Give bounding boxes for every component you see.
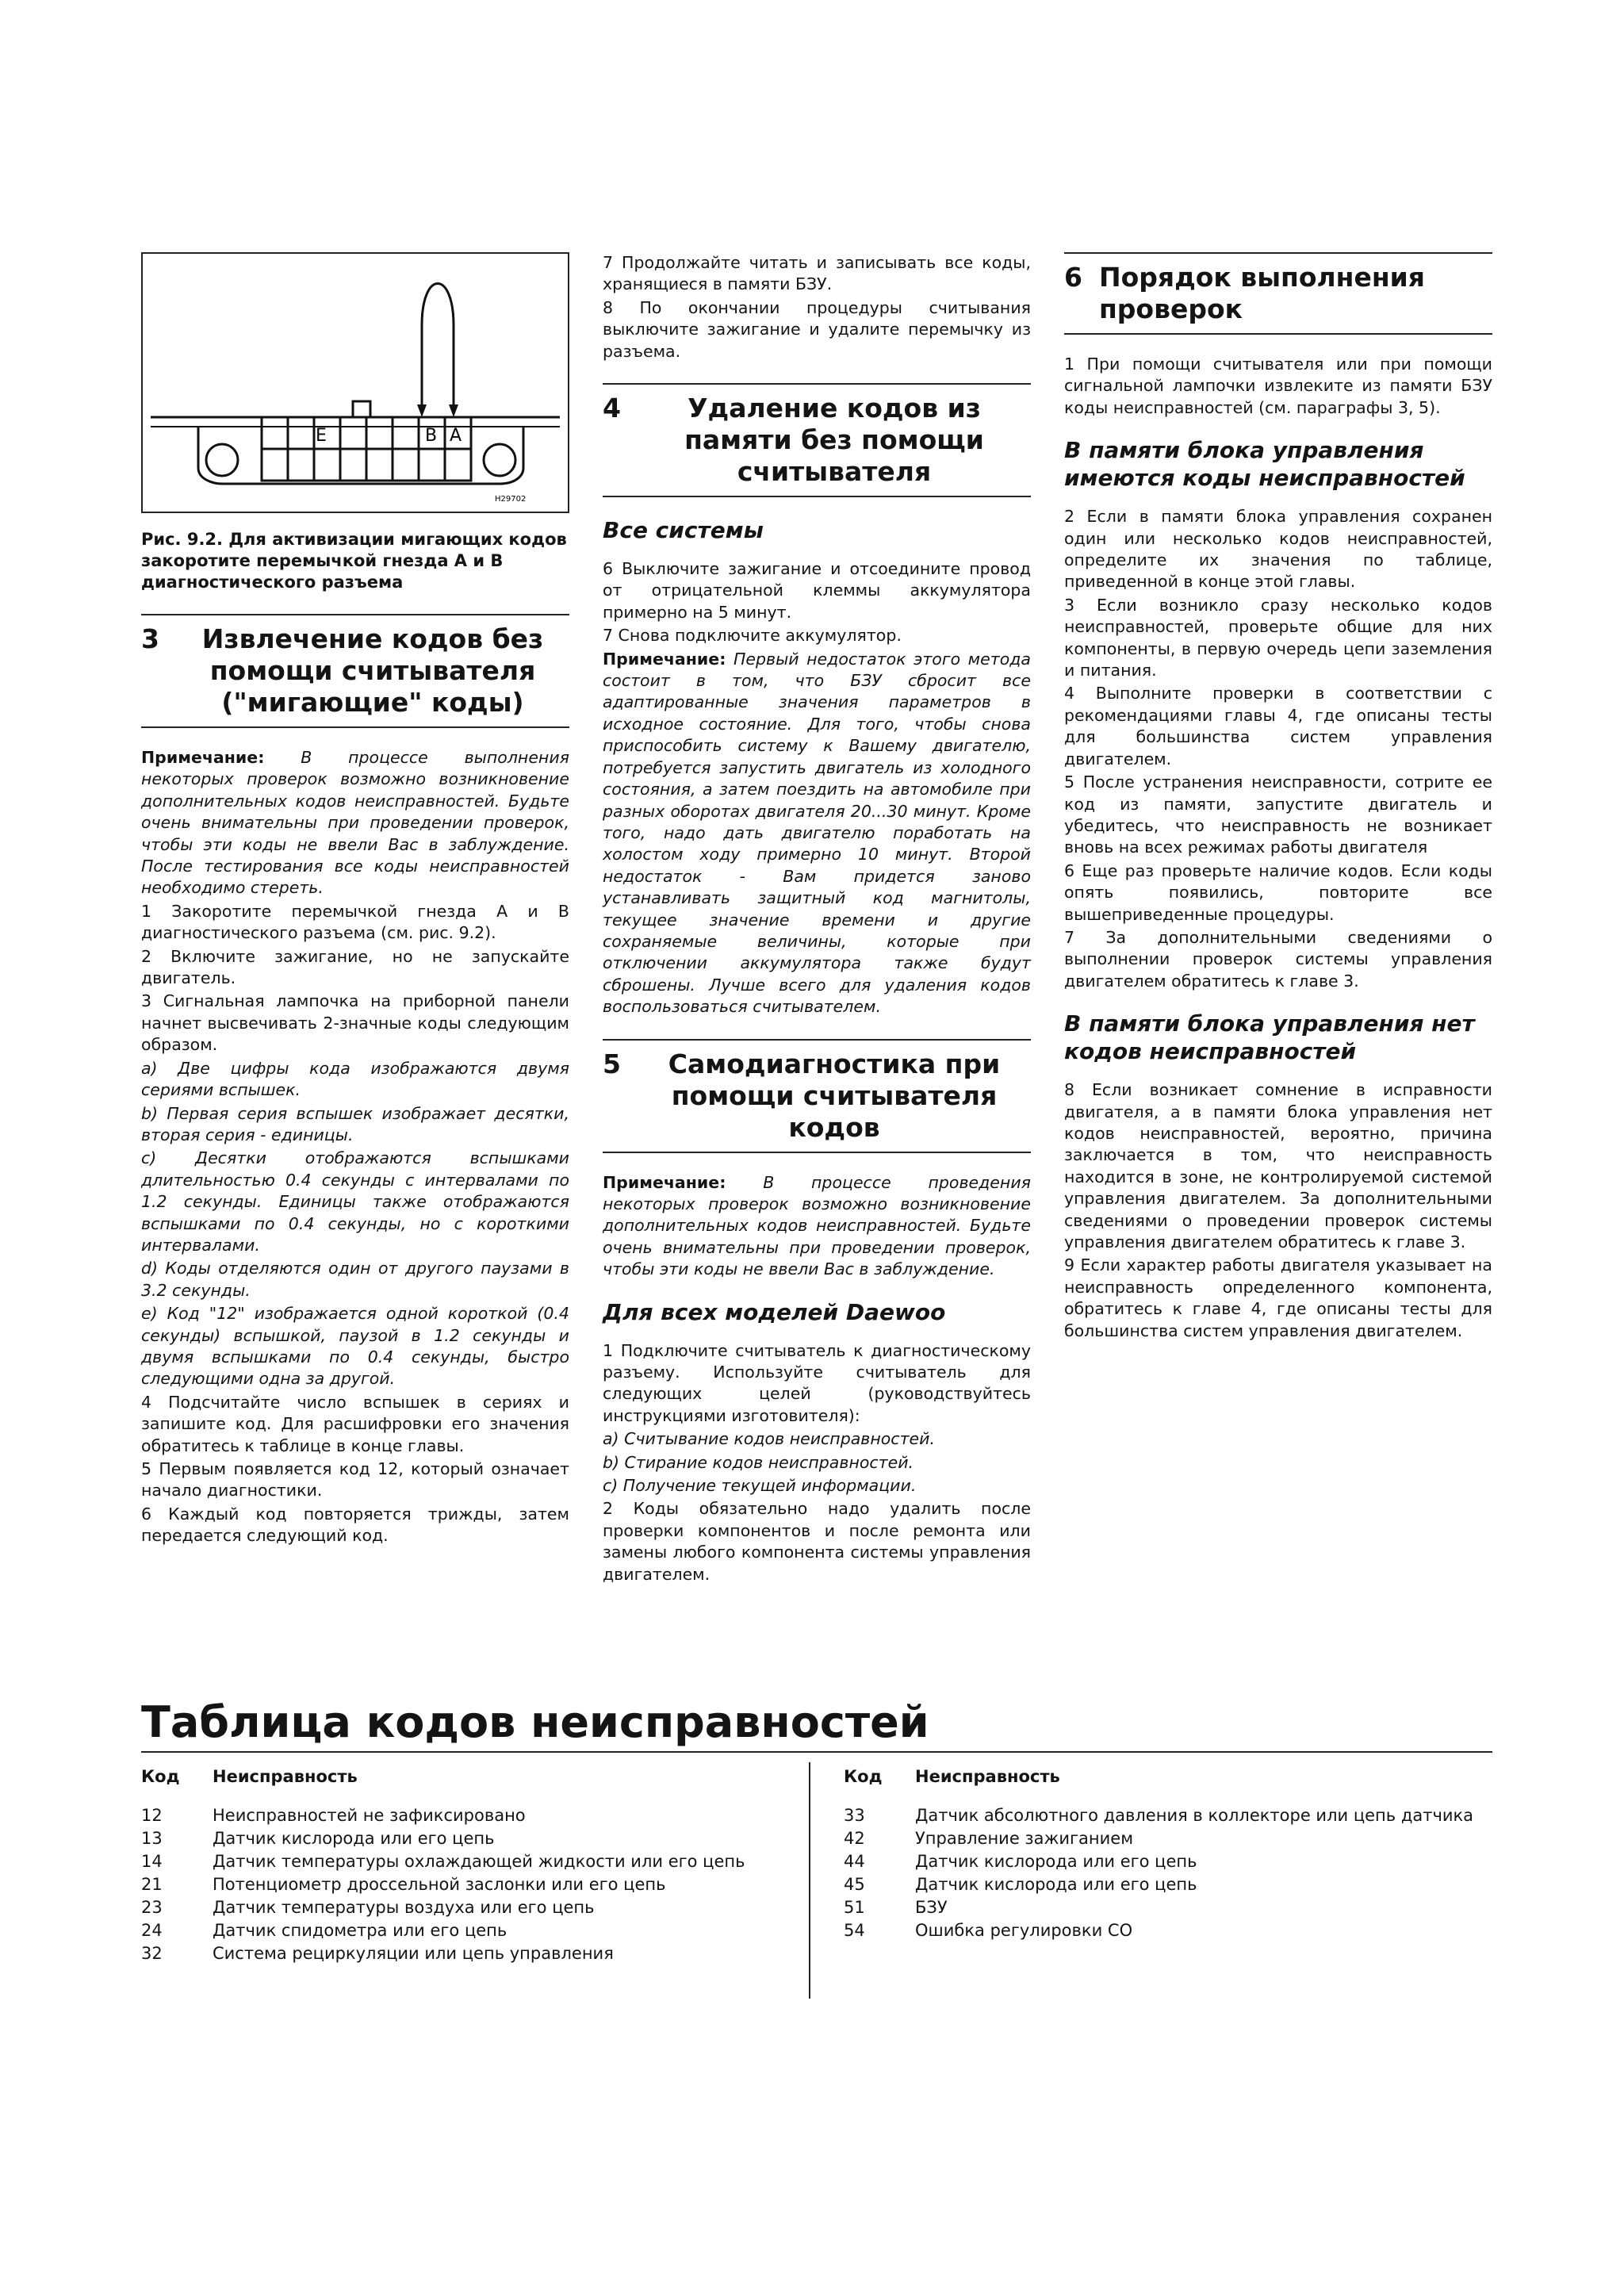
table-header [141,1765,807,1788]
table-header [844,1765,1494,1788]
pin-b-label: B [425,426,438,446]
step-3a: a) Две цифры кода изображаются двумя сериями вспышек. [141,1058,569,1100]
step-6: 6 Каждый код повторяется трижды, затем передается следующий код. [141,1504,569,1546]
row-code: 42 [844,1829,865,1848]
column-2 [603,252,1031,1587]
table-row [141,1827,807,1850]
erase-note [603,649,1031,1018]
check-step-5: 5 После устранения неисправности, сотрите ее код из памяти, запустите двигатель и убедитесь, что неисправность не возникает вновь на всех режимах работы двигателя [1064,772,1492,857]
row-text: Неисправностей не зафиксировано [213,1806,526,1825]
figure-caption: Рис. 9.2. Для активизации мигающих кодов закоротите перемычкой гнезда А и В диагностического разъема [141,530,567,592]
table-row [844,1919,1494,1942]
subheading-no-codes: В памяти блока управления нет кодов неисправностей [1064,1010,1475,1065]
table-row [844,1873,1494,1896]
check-step-6: 6 Еще раз проверьте наличие кодов. Если коды опять появились, повторите все вышеприведенные процедуры. [1064,861,1492,924]
check-step-4: 4 Выполните проверки в соответствии с рекомендациями главы 4, где описаны тесты для большинства систем управления двигателем. [1064,684,1492,769]
pin-e-label: E [316,426,327,446]
section-5-header [603,1039,1031,1153]
scanner-step-1a: a) Считывание кодов неисправностей. [603,1429,935,1449]
row-text: Управление зажиганием [915,1829,1134,1848]
table-row [844,1827,1494,1850]
check-step-2: 2 Если в памяти блока управления сохранен один или несколько кодов неисправностей, определите их значения по таблице, приведенной в конце этой главы. [1064,507,1492,592]
row-code: 21 [141,1875,163,1894]
fault-table-title: Таблица кодов неисправностей [141,1697,1492,1753]
section-6-title: Порядок выполнения проверок [1099,262,1425,324]
section-3-title: Извлечение кодов без помощи считывателя ("мигающие" коды) [201,623,544,718]
erase-note-text: Первый недостаток этого метода состоит в том, что БЗУ сбросит все адаптированные значения параметров в исходное состояние. Для того, чтобы снова приспособить систему к Вашему двигателю, потребуется запустить двигатель из холодного состояния, а затем поездить на автомобиле при разных оборотах двигателя 20...30 минут. Кроме того, надо дать двигателю поработать на холостом ходу примерно 10 минут. Второй недостаток - Вам придется заново устанавливать защитный код магнитолы, текущее значение времени и другие сохраняемые величины, которые при отключении аккумулятора также будут сброшены. Лучше всего для удаления кодов воспользоваться считывателем. [603,649,1031,1017]
section-6-header [1064,252,1492,335]
pin-a-label: A [450,426,462,446]
section-4-header [603,383,1031,497]
row-code: 44 [844,1852,865,1871]
subheading-all-systems: Все системы [603,517,764,544]
section-3-number: 3 [141,623,159,654]
scanner-note-lead: Примечание: [603,1172,726,1192]
table-row [844,1804,1494,1827]
row-text: Датчик спидометра или его цепь [213,1921,508,1940]
table-row [141,1873,807,1896]
check-step-9: 9 Если характер работы двигателя указывает на неисправность определенного компонента, обратитесь к главе 4, где описаны тесты для большинства систем управления двигателем. [1064,1255,1492,1340]
check-step-7: 7 За дополнительными сведениями о выполнении проверок системы управления двигателем обратитесь к главе 3. [1064,927,1492,991]
row-text: Датчик кислорода или его цепь [213,1829,495,1848]
step-2: 2 Включите зажигание, но не запускайте двигатель. [141,946,569,988]
note-text: В процессе выполнения некоторых проверок возможно возникновение дополнительных кодов неисправностей. Будьте очень внимательны при проведении проверок, чтобы эти коды не ввели Вас в заблуждение. После тестирования все коды неисправностей необходимо стереть. [141,748,569,898]
scanner-step-1b: b) Стирание кодов неисправностей. [603,1452,914,1472]
row-text: Потенциометр дроссельной заслонки или его цепь [213,1875,666,1894]
erase-step-6: 6 Выключите зажигание и отсоедините провод от отрицательной клеммы аккумулятора примерно на 5 минут. [603,559,1031,622]
row-text: Ошибка регулировки СО [915,1921,1133,1940]
connector-diagram [141,252,569,513]
section-3-header [141,614,569,728]
fault-table-left [141,1765,807,1965]
step-3d: d) Коды отделяются один от другого паузами в 3.2 секунды. [141,1259,569,1300]
scanner-step-2: 2 Коды обязательно надо удалить после проверки компонентов и после ремонта или замены любого компонента системы управления двигателем. [603,1499,1031,1584]
header-fault: Неисправность [213,1767,358,1786]
table-row [141,1850,807,1873]
scanner-note-text: В процессе проведения некоторых проверок возможно возникновение дополнительных кодов неисправностей. Будьте очень внимательны при проведении проверок, чтобы эти коды не ввели Вас в заблуждение. [603,1172,1031,1279]
erase-note-lead: Примечание: [603,649,726,669]
subheading-codes-present: В памяти блока управления имеются коды неисправностей [1064,437,1465,492]
check-step-1: 1 При помощи считывателя или при помощи сигнальной лампочки извлеките из памяти БЗУ коды неисправностей (см. параграфы 3, 5). [1064,355,1492,417]
step-1: 1 Закоротите перемычкой гнезда А и В диагностического разъема (см. рис. 9.2). [141,901,569,943]
row-code: 33 [844,1806,865,1825]
step-5: 5 Первым появляется код 12, который означает начало диагностики. [141,1459,569,1501]
row-text: Датчик температуры охлаждающей жидкости или его цепь [213,1852,745,1871]
step-3c: c) Десятки отображаются вспышками длительностью 0.4 секунды с интервалами по 1.2 секунды. Единицы также отображаются вспышками по 0.4 секунды, но с короткими интервалами. [141,1148,569,1255]
row-code: 45 [844,1875,865,1894]
header-code: Код [844,1767,883,1786]
table-row [141,1942,807,1965]
figure-ref: H29702 [495,495,527,504]
section-5-title: Самодиагностика при помощи считывателя кодов [668,1048,1001,1143]
column-3 [1064,252,1492,1343]
table-row [141,1896,807,1919]
row-text: Датчик абсолютного давления в коллекторе или цепь датчика [915,1806,1474,1825]
step-3e: e) Код "12" изображается одной короткой (0.4 секунды) вспышкой, паузой в 1.2 секунды и двумя вспышками по 0.4 секунды, быстро следующими одна за другой. [141,1304,569,1389]
row-text: Датчик кислорода или его цепь [915,1852,1197,1871]
row-text: Система рециркуляции или цепь управления [213,1944,614,1963]
scanner-step-1c: c) Получение текущей информации. [603,1476,917,1496]
scanner-step-1: 1 Подключите считыватель к диагностическому разъему. Используйте считыватель для следующих целей (руководствуйтесь инструкциями изготовителя): [603,1340,1031,1425]
fault-table-right [844,1765,1494,1942]
step-3b: b) Первая серия вспышек изображает десятки, вторая серия - единицы. [141,1103,569,1144]
check-step-8: 8 Если возникает сомнение в исправности двигателя, а в памяти блока управления нет кодов неисправностей, вероятно, причина заключается в том, что неисправность находится в зоне, не контролируемой системой управления двигателем. За дополнительными сведениями о проведении проверок системы управления двигателем обратитесь к главе 3. [1064,1080,1492,1251]
column-1 [141,252,569,1549]
section-6-number: 6 [1064,262,1082,293]
step-8: 8 По окончании процедуры считывания выключите зажигание и удалите перемычку из разъема. [603,297,1031,361]
row-code: 51 [844,1898,865,1917]
note-paragraph [141,747,569,899]
row-code: 23 [141,1898,163,1917]
row-text: Датчик температуры воздуха или его цепь [213,1898,595,1917]
table-row [844,1850,1494,1873]
subheading-daewoo: Для всех моделей Daewoo [603,1298,946,1325]
row-code: 14 [141,1852,163,1871]
table-row [844,1896,1494,1919]
section-4-number: 4 [603,393,621,424]
row-code: 12 [141,1806,163,1825]
note-lead: Примечание: [141,748,265,767]
scanner-note [603,1172,1031,1281]
row-text: БЗУ [915,1898,948,1917]
header-code: Код [141,1767,180,1786]
table-row [141,1919,807,1942]
row-code: 24 [141,1921,163,1940]
row-code: 54 [844,1921,865,1940]
section-4-title: Удаление кодов из памяти без помощи считывателя [684,393,984,488]
section-5-number: 5 [603,1048,621,1079]
diagnostic-connector-svg [143,254,568,512]
row-text: Датчик кислорода или его цепь [915,1875,1197,1894]
table-row [141,1804,807,1827]
step-3: 3 Сигнальная лампочка на приборной панели начнет высвечивать 2-значные коды следующим образом. [141,991,569,1055]
erase-step-7: 7 Снова подключите аккумулятор. [603,626,902,646]
row-code: 32 [141,1944,163,1963]
row-code: 13 [141,1829,163,1848]
check-step-3: 3 Если возникло сразу несколько кодов неисправностей, проверьте общие для них компоненты, в первую очередь цепи заземления и питания. [1064,595,1492,680]
header-fault: Неисправность [915,1767,1060,1786]
table-divider [809,1762,810,1999]
step-7: 7 Продолжайте читать и записывать все коды, хранящиеся в памяти БЗУ. [603,253,1031,294]
step-4: 4 Подсчитайте число вспышек в сериях и запишите код. Для расшифровки его значения обратитесь к таблице в конце главы. [141,1392,569,1455]
